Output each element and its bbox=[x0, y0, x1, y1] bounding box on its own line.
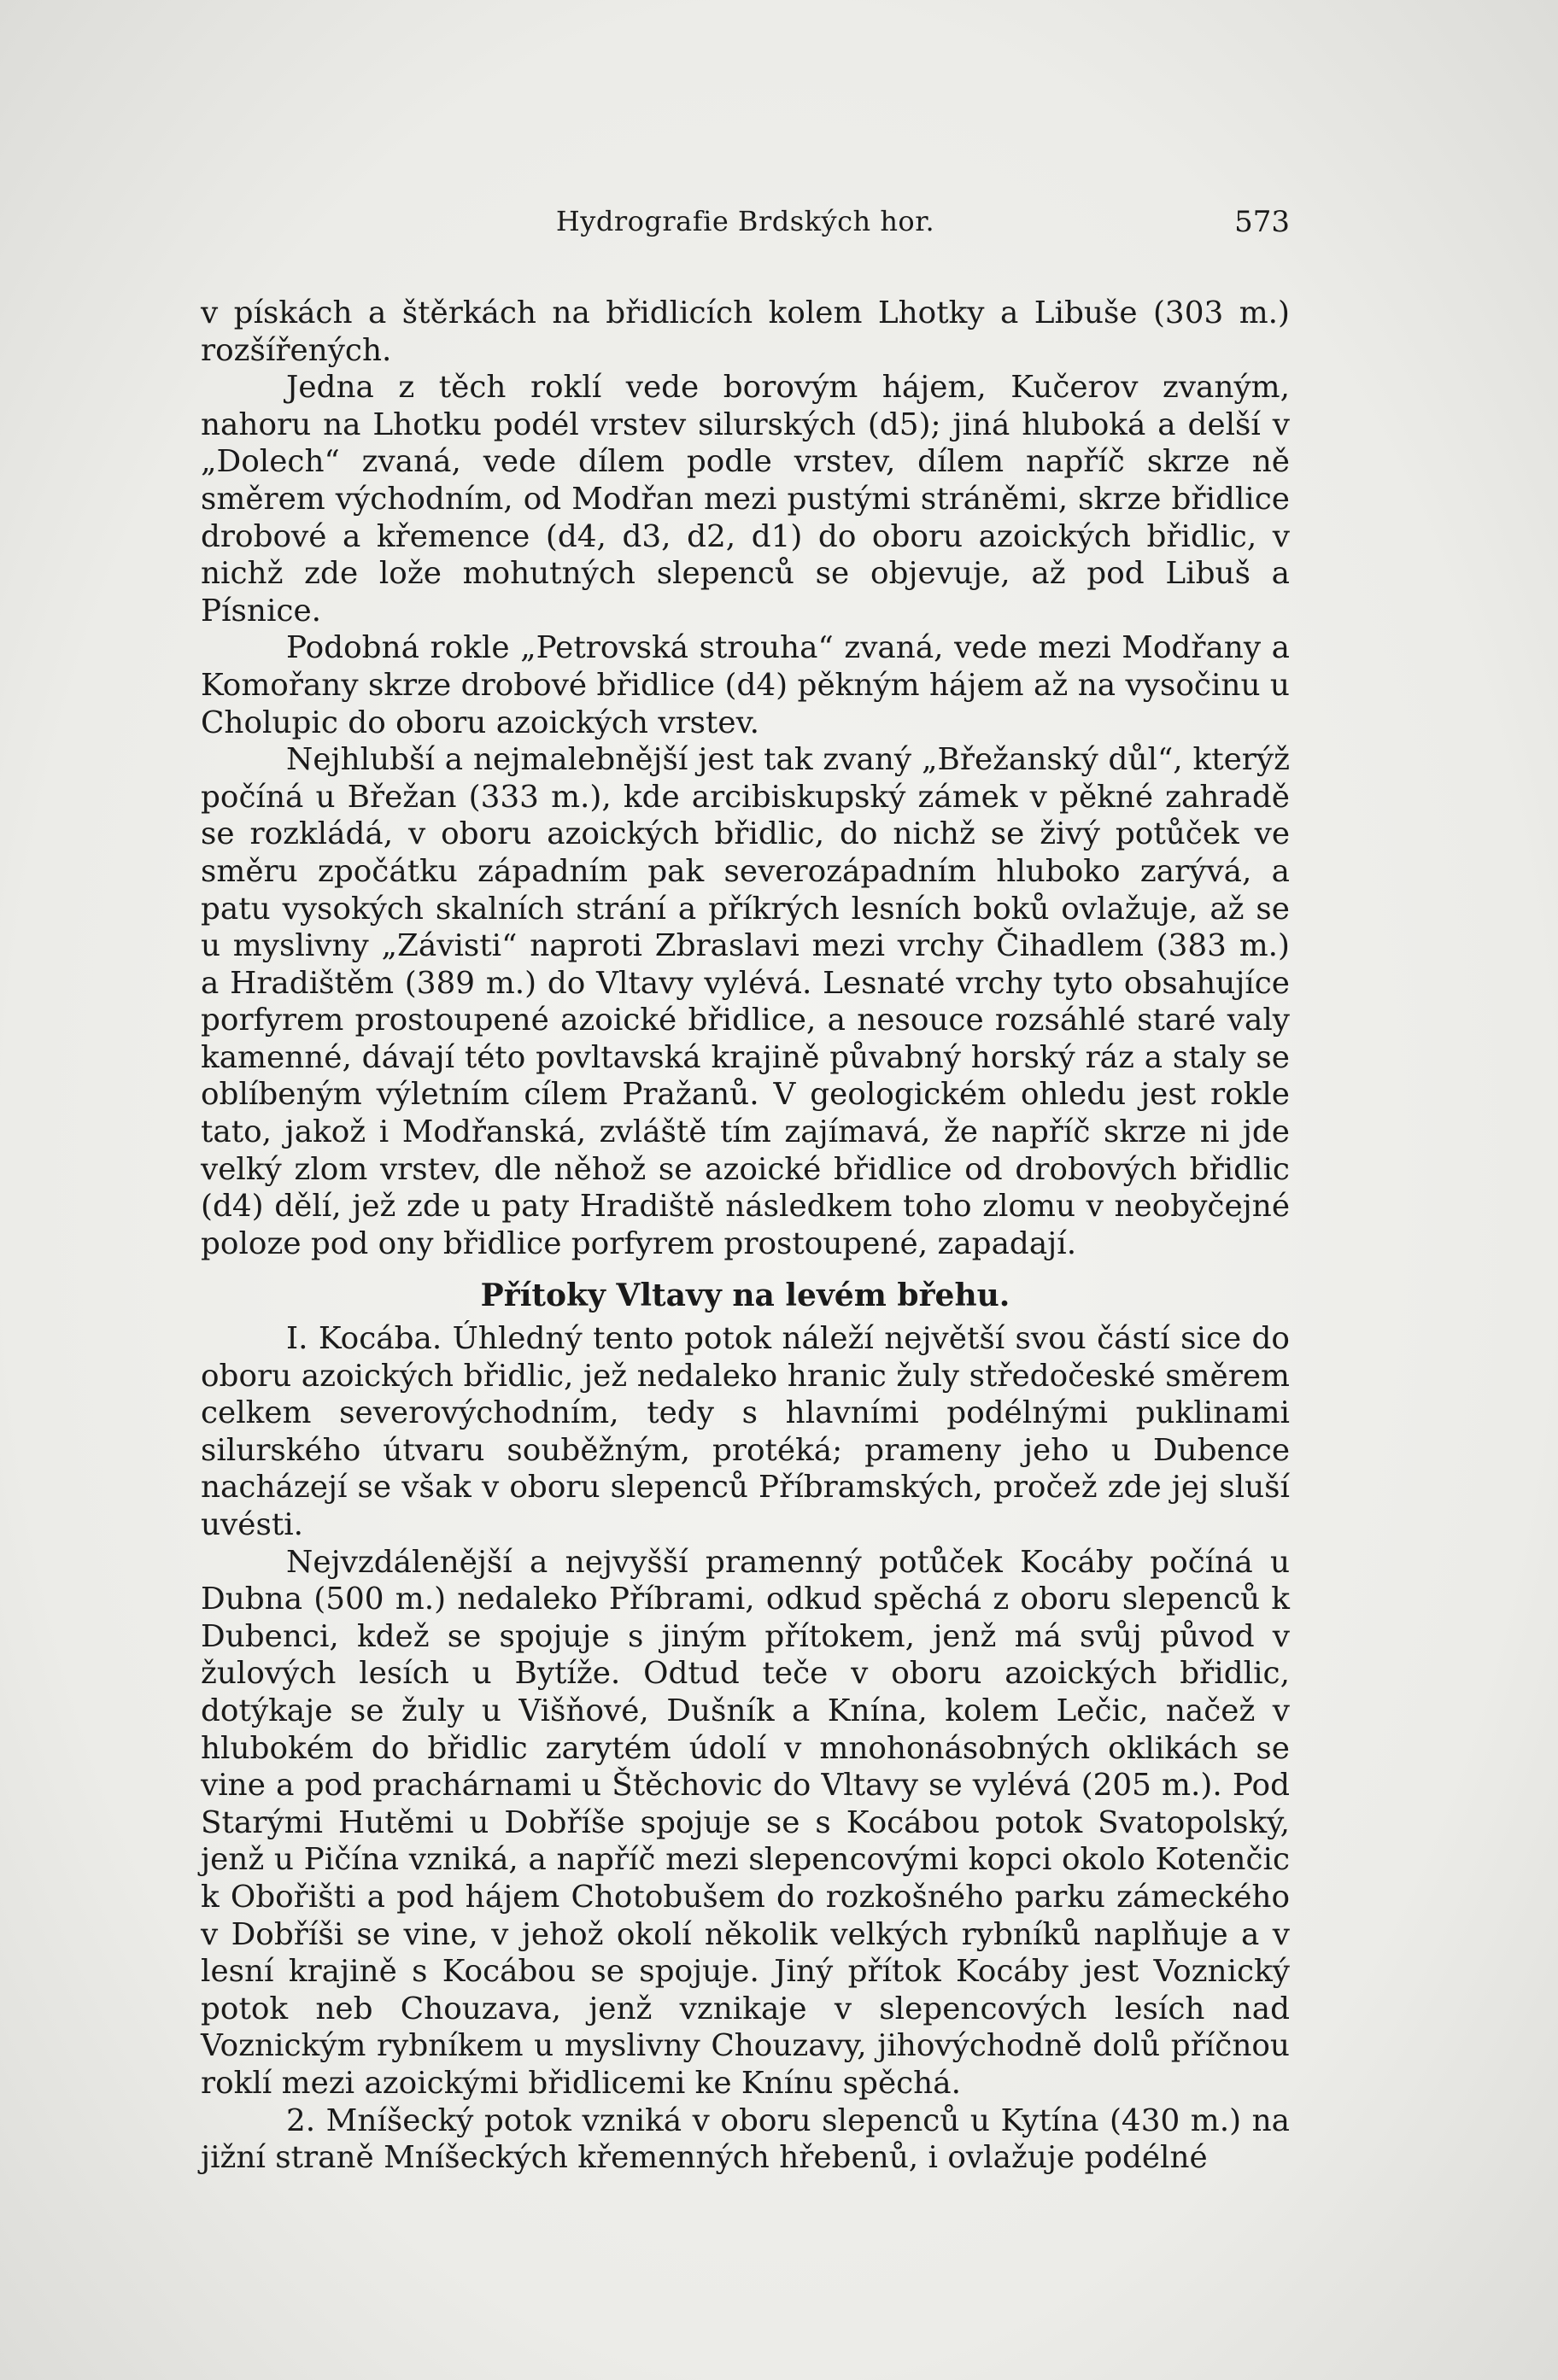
paragraph: I. Kocába. Úhledný tento potok náleží největší svou částí sice do oboru azoických břidlic, jež nedaleko hranic žuly středočeské směrem celkem severovýchodním, tedy s hlavními podélnými puklinami silurského útvaru souběžným, protéká; prameny jeho u Dubence nacházejí se však v oboru slepenců Příbramských, pročež zde jej sluší uvésti. bbox=[201, 1321, 1290, 1542]
paragraph: v pískách a štěrkách na břidlicích kolem Lhotky a Libuše (303 m.) rozšířených. bbox=[201, 295, 1290, 368]
paragraph: Podobná rokle „Petrovská strouha“ zvaná, vede mezi Modřany a Komořany skrze drobové břidlice (d4) pěkným hájem až na vysočinu u Cholupic do oboru azoických vrstev. bbox=[201, 630, 1290, 740]
page-number: 573 bbox=[1234, 205, 1290, 239]
paragraph: Nejvzdálenější a nejvyšší pramenný potůček Kocáby počíná u Dubna (500 m.) nedaleko Příbrami, odkud spěchá z oboru slepenců k Dubenci, kdež se spojuje s jiným přítokem, jenž má svůj původ v žulových lesích u Bytíže. Odtud teče v oboru azoických břidlic, dotýkaje se žuly u Višňové, Dušník a Knína, kolem Lečic, načež v hlubokém do břidlic zarytém údolí v mnohonásobných oklikách se vine a pod prachárnami u Štěchovic do Vltavy se vylévá (205 m.). Pod Starými Hutěmi u Dobříše spojuje se s Kocábou potok Svatopolský, jenž u Pičína vzniká, a napříč mezi slepencovými kopci okolo Kotenčic k Obořišti a pod hájem Chotobušem do rozkošného parku zámeckého v Dobříši se vine, v jehož okolí několik velkých rybníků naplňuje a v lesní krajině s Kocábou se spojuje. Jiný přítok Kocáby jest Voznický potok neb Chouzava, jenž vznikaje v slepencových lesích nad Voznickým rybníkem u myslivny Chouzavy, jihovýchodně dolů příčnou roklí mezi azoickými břidlicemi ke Knínu spěchá. bbox=[201, 1544, 1290, 2101]
page-header bbox=[201, 205, 1290, 256]
body-text bbox=[201, 295, 1290, 2177]
running-title: Hydrografie Brdských hor. bbox=[555, 205, 935, 237]
paragraph: Jedna z těch roklí vede borovým hájem, Kučerov zvaným, nahoru na Lhotku podél vrstev silurských (d5); jiná hluboká a delší v „Dolech“ zvaná, vede dílem podle vrstev, dílem napříč skrze ně směrem východním, od Modřan mezi pustými stráněmi, skrze břidlice drobové a křemence (d4, d3, d2, d1) do oboru azoických břidlic, v nichž zde lože mohutných slepenců se objevuje, až pod Libuš a Písnice. bbox=[201, 370, 1290, 629]
paragraph: 2. Mníšecký potok vzniká v oboru slepenců u Kytína (430 m.) na jižní straně Mníšeckých křemenných hřebenů, i ovlažuje podélné bbox=[201, 2102, 1290, 2176]
paragraph: Nejhlubší a nejmalebnější jest tak zvaný „Břežanský důl“, kterýž počíná u Břežan (333 m.), kde arcibiskupský zámek v pěkné zahradě se rozkládá, v oboru azoických břidlic, do nichž se živý potůček ve směru zpočátku západním pak severozápadním hluboko zarývá, a patu vysokých skalních strání a příkrých lesních boků ovlažuje, až se u myslivny „Závisti“ naproti Zbraslavi mezi vrchy Čihadlem (383 m.) a Hradištěm (389 m.) do Vltavy vylévá. Lesnaté vrchy tyto obsahujíce porfyrem prostoupené azoické břidlice, a nesouce rozsáhlé staré valy kamenné, dávají této povltavská krajině půvabný horský ráz a staly se oblíbeným výletním cílem Pražanů. V geologickém ohledu jest rokle tato, jakož i Modřanská, zvláště tím zajímavá, že napříč skrze ni jde velký zlom vrstev, dle něhož se azoické břidlice od drobových břidlic (d4) dělí, jež zde u paty Hradiště následkem toho zlomu v neobyčejné poloze pod ony břidlice porfyrem prostoupené, zapadají. bbox=[201, 742, 1290, 1261]
section-heading: Přítoky Vltavy na levém břehu. bbox=[480, 1278, 1010, 1314]
